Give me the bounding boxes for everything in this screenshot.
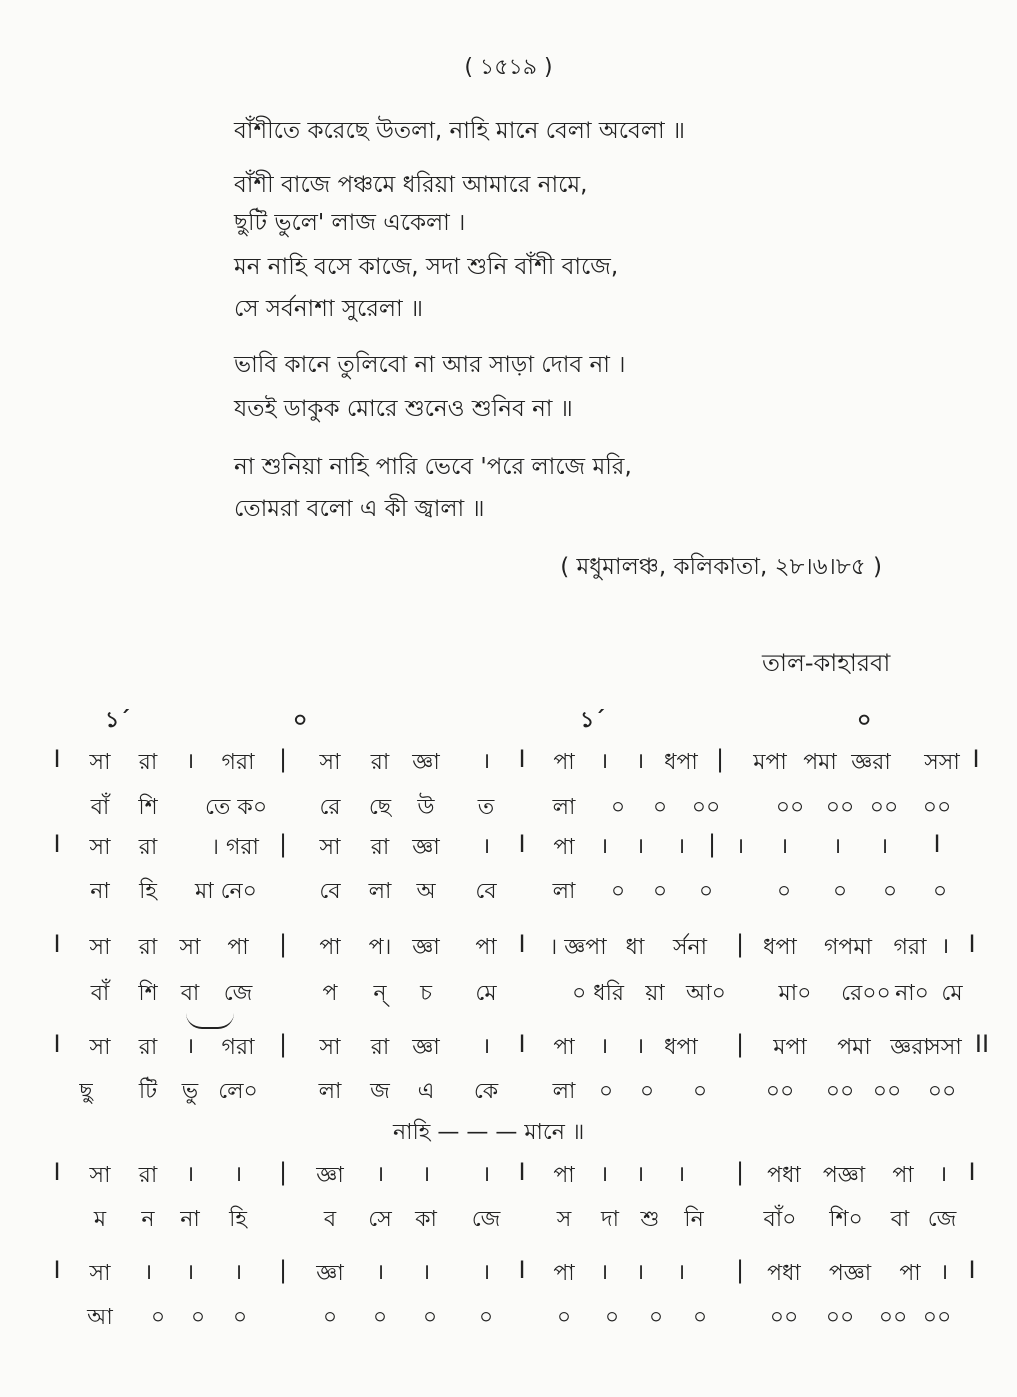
barline: I <box>53 1158 61 1186</box>
swara-note: । <box>599 749 609 774</box>
swara-note: রা <box>370 835 390 860</box>
swara-note: । <box>599 834 609 859</box>
swara-note: । <box>375 1260 385 1285</box>
lyric-syllable: ০ <box>639 1079 655 1104</box>
lyric-syllable: ০০ <box>825 795 855 820</box>
swara-note: সা <box>319 1035 341 1060</box>
swara-note: । <box>185 1260 195 1285</box>
lyric-syllable: নি <box>684 1207 704 1232</box>
barline: I <box>933 830 941 858</box>
lyric-syllable: ০ <box>478 1305 494 1330</box>
lyric-syllable: লা <box>368 879 392 904</box>
lyric-syllable: ছে <box>368 795 392 820</box>
swara-note: । <box>599 1034 609 1059</box>
lyric-syllable: ০ <box>610 795 626 820</box>
lyric-syllable: বে <box>475 879 497 904</box>
lyric-syllable: ০ <box>652 879 668 904</box>
swara-note: । <box>599 1260 609 1285</box>
lyric-syllable: ০ <box>692 1079 708 1104</box>
swara-note: । <box>779 834 789 859</box>
lyric-syllable: জে <box>927 1207 957 1232</box>
swara-note: জ্ঞা <box>316 1261 344 1286</box>
lyric-syllable: ০ <box>832 879 848 904</box>
lyric-syllable: অ <box>416 879 436 904</box>
lyric-syllable: আ <box>87 1305 113 1330</box>
lyric-syllable: বা <box>180 981 200 1006</box>
lyric-syllable: য়া <box>645 981 665 1006</box>
swara-note: পা <box>553 835 575 860</box>
lyric-syllable: ছু <box>79 1079 93 1104</box>
lyric-syllable: ০ <box>776 879 792 904</box>
swara-note: প। <box>368 935 392 960</box>
barline: | <box>278 1158 288 1186</box>
barline: I <box>518 745 526 773</box>
barline: I <box>53 745 61 773</box>
lyric-syllable: ০০ <box>927 1079 957 1104</box>
lyric-syllable: এ <box>417 1079 435 1104</box>
lyric-syllable: না <box>180 1207 200 1232</box>
barline: II <box>974 1030 990 1058</box>
swara-note: সা <box>89 1261 111 1286</box>
lyric-syllable: ০ <box>598 1079 614 1104</box>
lyric-line-1: বাঁশীতে করেছে উতলা, নাহি মানে বেলা অবেলা ॥ <box>234 118 685 144</box>
swara-note: । <box>421 1162 431 1187</box>
swara-note: রা <box>138 750 158 775</box>
lyric-syllable: ০০ <box>922 795 952 820</box>
lyric-syllable: ০ <box>692 1305 708 1330</box>
barline: | <box>278 1030 288 1058</box>
lyric-syllable: চ <box>420 981 432 1006</box>
swara-note: । <box>939 1260 949 1285</box>
lyric-syllable: লা <box>552 879 576 904</box>
swara-note: । <box>938 1162 948 1187</box>
lyric-syllable: লা <box>318 1079 342 1104</box>
beat-mark-2: ০ <box>293 708 308 733</box>
lyric-syllable: ০ <box>372 1305 388 1330</box>
swara-note: জ্ঞরা <box>890 1035 930 1060</box>
swara-note: সা <box>89 1035 111 1060</box>
barline: I <box>518 1030 526 1058</box>
lyric-syllable: কা <box>415 1207 437 1232</box>
lyric-syllable: ০০ <box>825 1079 855 1104</box>
swara-note: পমা <box>837 1035 871 1060</box>
source-citation: ( মধুমালঞ্চ, কলিকাতা, ২৮।৬।৮৫ ) <box>560 554 882 580</box>
lyric-syllable: ত <box>477 795 495 820</box>
swara-note: । <box>635 1162 645 1187</box>
lyric-syllable: হি <box>139 879 157 904</box>
swara-note: সা <box>319 750 341 775</box>
lyric-line-9: তোমরা বলো এ কী জ্বালা ॥ <box>234 496 485 522</box>
swara-note: । <box>676 834 686 859</box>
swara-note: র্সনা <box>672 935 708 960</box>
swara-note: সা <box>319 835 341 860</box>
swara-note: । <box>481 834 491 859</box>
swara-note: পা <box>899 1261 921 1286</box>
swara-note: সসা <box>926 1035 962 1060</box>
lyric-syllable: ০ <box>422 1305 438 1330</box>
lyric-syllable: তে ক০ <box>205 795 268 820</box>
lyric-syllable: মা নে০ <box>195 879 257 904</box>
barline: I <box>972 745 980 773</box>
swara-note: । <box>233 1162 243 1187</box>
swara-note: । <box>940 934 950 959</box>
swara-note: ধা <box>625 935 645 960</box>
lyric-syllable: রে <box>319 795 341 820</box>
swara-note: । জ্ঞপা <box>549 935 607 960</box>
beat-mark-4: ০ <box>857 708 872 733</box>
barline: | <box>278 830 288 858</box>
swara-note: । <box>879 834 889 859</box>
swara-note: রা <box>138 1035 158 1060</box>
swara-note: পধা <box>767 1261 801 1286</box>
lyric-syllable: বা <box>890 1207 910 1232</box>
lyric-syllable: সে <box>368 1207 392 1232</box>
lyric-line-5: সে সর্বনাশা সুরেলা ॥ <box>234 296 424 322</box>
swara-note: পা <box>319 935 341 960</box>
lyric-syllable: রে০০ <box>841 981 891 1006</box>
lyric-line-2: বাঁশী বাজে পঞ্চমে ধরিয়া আমারে নামে, <box>234 172 588 198</box>
lyric-syllable: ০ <box>882 879 898 904</box>
swara-note: সা <box>179 935 201 960</box>
lyric-syllable: ০০ <box>765 1079 795 1104</box>
lyric-line-3: ছুটি ভুলে' লাজ একেলা । <box>234 210 466 236</box>
lyric-syllable: ০ <box>610 879 626 904</box>
lyric-syllable: শি <box>138 795 158 820</box>
swara-note: । <box>635 834 645 859</box>
swara-note: পা <box>553 1261 575 1286</box>
swara-note: । <box>481 1034 491 1059</box>
lyric-syllable: ন্ <box>373 981 387 1006</box>
barline: | <box>735 930 745 958</box>
swara-note: । <box>635 749 645 774</box>
lyric-syllable: ০ <box>150 1305 166 1330</box>
lyric-syllable: হি <box>229 1207 247 1232</box>
swara-note: । <box>185 1162 195 1187</box>
lyric-syllable: ন <box>141 1207 155 1232</box>
lyric-syllable: ০০ <box>922 1305 952 1330</box>
lyric-syllable: ০ <box>648 1305 664 1330</box>
swara-note: সসা <box>924 750 960 775</box>
lyric-syllable: জে <box>471 1207 501 1232</box>
lyric-syllable: ০ <box>652 795 668 820</box>
lyric-syllable: শি০ <box>829 1207 863 1232</box>
swara-note: । <box>635 1034 645 1059</box>
swara-note: গরা <box>221 750 255 775</box>
swara-note: । <box>735 834 745 859</box>
swara-note: ধপা <box>664 750 698 775</box>
lyric-syllable: ০০ <box>825 1305 855 1330</box>
beat-mark-1: ১´ <box>105 708 131 733</box>
barline: I <box>518 1256 526 1284</box>
swara-note: গরা <box>221 1035 255 1060</box>
swara-note: পা <box>553 1035 575 1060</box>
lyric-syllable: শি <box>138 981 158 1006</box>
slur-mark <box>186 1013 234 1029</box>
swara-note: পা <box>227 935 249 960</box>
lyric-syllable: ০ <box>556 1305 572 1330</box>
swara-note: সা <box>89 1163 111 1188</box>
lyric-syllable: ০ <box>698 879 714 904</box>
barline: I <box>518 1158 526 1186</box>
lyric-syllable: ভু <box>181 1079 199 1104</box>
barline: I <box>53 830 61 858</box>
lyric-syllable: মা০ <box>778 981 812 1006</box>
barline: I <box>968 1158 976 1186</box>
barline: I <box>518 930 526 958</box>
swara-note: । <box>676 1162 686 1187</box>
lyric-syllable: ০ <box>322 1305 338 1330</box>
barline: | <box>735 1030 745 1058</box>
lyric-syllable: জে <box>223 981 253 1006</box>
lyric-syllable: দা <box>601 1207 619 1232</box>
lyric-syllable: লে০ <box>218 1079 258 1104</box>
swara-note: সা <box>89 935 111 960</box>
barline: I <box>968 1256 976 1284</box>
lyric-syllable: প <box>322 981 338 1006</box>
tala-label: তাল-কাহারবা <box>762 649 891 677</box>
lyric-syllable: বে <box>319 879 341 904</box>
barline: | <box>707 830 717 858</box>
swara-note: । <box>481 1162 491 1187</box>
lyric-syllable: ০ <box>932 879 948 904</box>
mid-label: নাহি — — — মানে ॥ <box>393 1120 585 1145</box>
swara-note: । <box>233 1260 243 1285</box>
swara-note: গরা <box>893 935 927 960</box>
swara-note: পা <box>475 935 497 960</box>
lyric-syllable: ০০ <box>775 795 805 820</box>
barline: | <box>278 930 288 958</box>
swara-note: গপমা <box>824 935 872 960</box>
lyric-syllable: লা <box>552 795 576 820</box>
lyric-syllable: শু <box>640 1207 660 1232</box>
barline: I <box>53 1030 61 1058</box>
swara-note: ধপা <box>763 935 797 960</box>
barline: I <box>53 1256 61 1284</box>
lyric-line-6: ভাবি কানে তুলিবো না আর সাড়া দোব না । <box>234 352 626 378</box>
swara-note: রা <box>138 1163 158 1188</box>
lyric-syllable: কে <box>473 1079 499 1104</box>
lyric-line-7: যতই ডাকুক মোরে শুনেও শুনিব না ॥ <box>234 396 573 422</box>
swara-note: । <box>599 1162 609 1187</box>
swara-note: । <box>185 749 195 774</box>
swara-note: পজ্ঞা <box>822 1163 866 1188</box>
swara-note: জ্ঞা <box>316 1163 344 1188</box>
barline: I <box>518 830 526 858</box>
swara-note: সা <box>89 835 111 860</box>
lyric-syllable: ম <box>93 1207 107 1232</box>
swara-note: । গরা <box>211 835 259 860</box>
swara-note: । <box>375 1162 385 1187</box>
barline: | <box>278 1256 288 1284</box>
lyric-syllable: মে <box>941 981 963 1006</box>
swara-note: । <box>832 834 842 859</box>
lyric-syllable: স <box>556 1207 572 1232</box>
lyric-syllable: জ <box>370 1079 390 1104</box>
lyric-syllable: বাঁ <box>90 981 110 1006</box>
lyric-line-4: মন নাহি বসে কাজে, সদা শুনি বাঁশী বাজে, <box>234 254 619 280</box>
swara-note: পমা <box>803 750 837 775</box>
swara-note: রা <box>370 750 390 775</box>
lyric-syllable: ০০ <box>769 1305 799 1330</box>
swara-note: । <box>185 1034 195 1059</box>
swara-note: রা <box>138 835 158 860</box>
swara-note: । <box>143 1260 153 1285</box>
swara-note: । <box>481 749 491 774</box>
lyric-syllable: ০ ধরি <box>571 981 625 1006</box>
barline: | <box>715 745 725 773</box>
lyric-syllable: টি <box>138 1079 158 1104</box>
lyric-syllable: না <box>90 879 110 904</box>
lyric-syllable: ০ <box>190 1305 206 1330</box>
barline: | <box>278 745 288 773</box>
lyric-syllable: ০০ <box>691 795 721 820</box>
lyric-syllable: ০০ <box>872 1079 902 1104</box>
lyric-syllable: না০ <box>895 981 929 1006</box>
lyric-syllable: ০ <box>232 1305 248 1330</box>
swara-note: । <box>676 1260 686 1285</box>
lyric-syllable: লা <box>552 1079 576 1104</box>
barline: | <box>735 1158 745 1186</box>
swara-note: রা <box>138 935 158 960</box>
lyric-syllable: ০০ <box>878 1305 908 1330</box>
lyric-syllable: বাঁ <box>90 795 110 820</box>
lyric-syllable: মে <box>475 981 497 1006</box>
barline: | <box>735 1256 745 1284</box>
swara-note: । <box>421 1260 431 1285</box>
swara-note: জ্ঞা <box>412 935 440 960</box>
lyric-syllable: আ০ <box>686 981 726 1006</box>
swara-note: মপা <box>753 750 787 775</box>
swara-note: ধপা <box>664 1035 698 1060</box>
swara-note: পা <box>553 750 575 775</box>
barline: I <box>968 930 976 958</box>
swara-note: জ্ঞা <box>412 835 440 860</box>
swara-note: পা <box>553 1163 575 1188</box>
beat-mark-3: ১´ <box>580 708 606 733</box>
swara-note: পা <box>892 1163 914 1188</box>
lyric-syllable: ০০ <box>869 795 899 820</box>
lyric-line-8: না শুনিয়া নাহি পারি ভেবে 'পরে লাজে মরি, <box>234 454 632 480</box>
swara-note: পধা <box>767 1163 801 1188</box>
page-number: ( ১৫১৯ ) <box>464 55 553 80</box>
swara-note: মপা <box>773 1035 807 1060</box>
swara-note: পজ্ঞা <box>828 1261 872 1286</box>
swara-note: জ্ঞরা <box>851 750 891 775</box>
swara-note: । <box>481 1260 491 1285</box>
lyric-syllable: বাঁ০ <box>763 1207 797 1232</box>
swara-note: রা <box>370 1035 390 1060</box>
swara-note: সা <box>89 750 111 775</box>
swara-note: । <box>635 1260 645 1285</box>
barline: I <box>53 930 61 958</box>
lyric-syllable: ব <box>323 1207 337 1232</box>
swara-note: জ্ঞা <box>412 750 440 775</box>
lyric-syllable: উ <box>417 795 435 820</box>
swara-note: জ্ঞা <box>412 1035 440 1060</box>
lyric-syllable: ০ <box>604 1305 620 1330</box>
